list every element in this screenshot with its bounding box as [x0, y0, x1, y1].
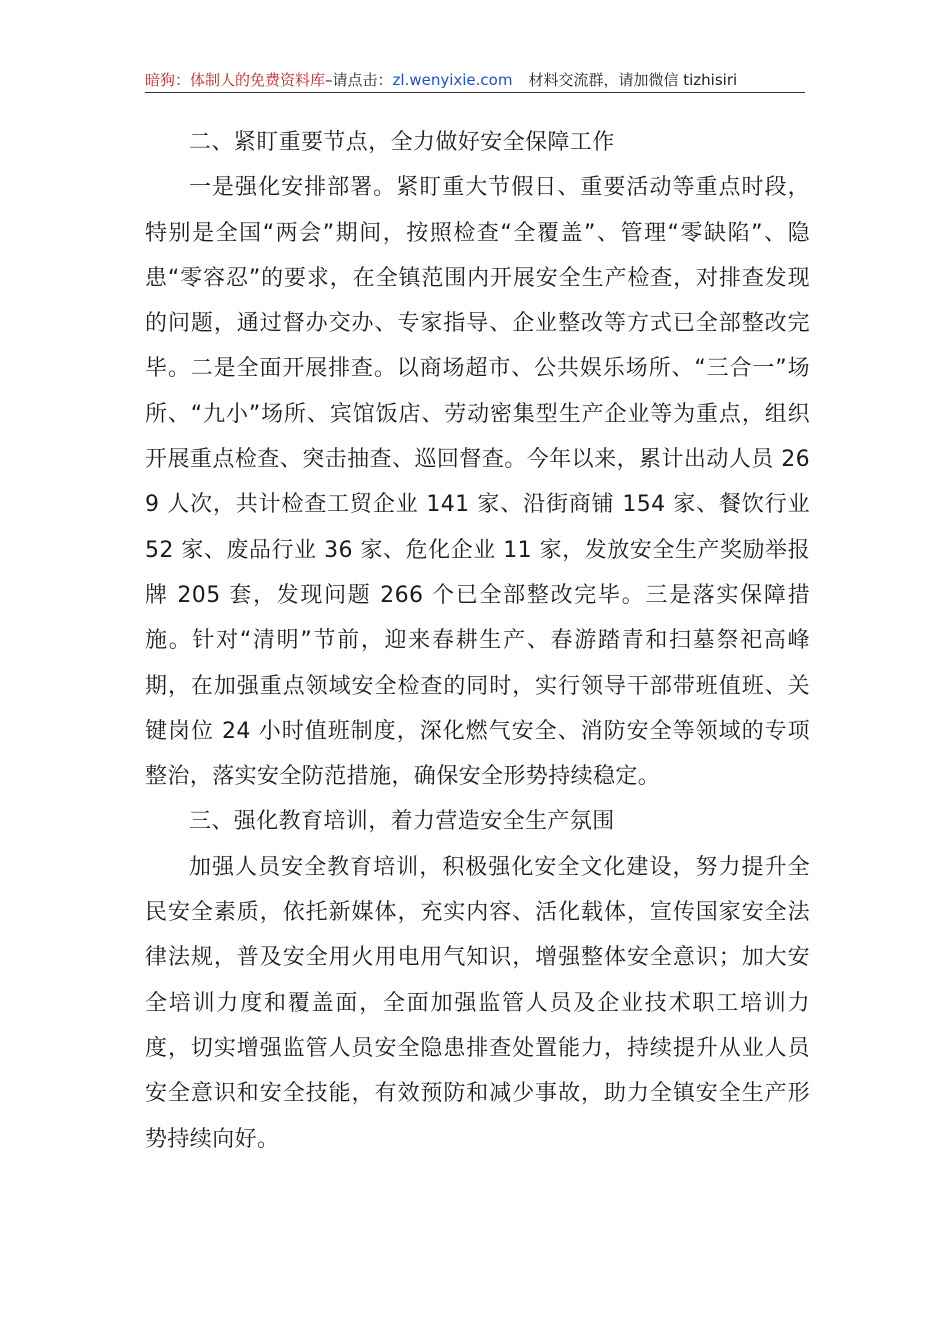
header-group-note: 材料交流群，请加微信 tizhisiri [528, 71, 738, 89]
header-brand: 暗狗：体制人的免费资料库 [145, 71, 326, 89]
section-heading-3: 三、强化教育培训，着力营造安全生产氛围 [189, 809, 615, 835]
document-body [145, 120, 810, 1162]
section-paragraph-3: 加强人员安全教育培训，积极强化安全文化建设，努力提升全民安全素质，依托新媒体，充实内容、活化载体，宣传国家安全法律法规，普及安全用火用电用气知识，增强整体安全意识；加大安全培训力度和覆盖面，全面加强监管人员及企业技术职工培训力度，切实增强监管人员安全隐患排查处置能力，持续提升从业人员安全意识和安全技能，有效预防和减少事故，助力全镇安全生产形势持续向好。 [145, 854, 810, 1152]
section-paragraph-2: 一是强化安排部署。紧盯重大节假日、重要活动等重点时段，特别是全国“两会”期间，按照检查“全覆盖”、管理“零缺陷”、隐患“零容忍”的要求，在全镇范围内开展安全生产检查，对排查发现的问题，通过督办交办、专家指导、企业整改等方式已全部整改完毕。二是全面开展排查。以商场超市、公共娱乐场所、“三合一”场所、“九小”场所、宾馆饭店、劳动密集型生产企业等为重点，组织开展重点检查、突击抽查、巡回督查。今年以来，累计出动人员 269 人次，共计检查工贸企业 141 家、沿街商铺 154 家、餐饮行业 52 家、废品行业 36 家、危化企业 11 家，发放安全生产奖励举报牌 205 套，发现问题 266 个已全部整改完毕。三是落实保障措施。针对“清明”节前，迎来春耕生产、春游踏青和扫墓祭祀高峰期，在加强重点领域安全检查的同时，实行领导干部带班值班、关键岗位 24 小时值班制度，深化燃气安全、消防安全等领域的专项整治，落实安全防范措施，确保安全形势持续稳定。 [145, 175, 810, 790]
section-heading-2: 二、紧盯重要节点，全力做好安全保障工作 [189, 130, 615, 155]
header-link[interactable]: zl.wenyixie.com [392, 71, 513, 89]
header-prompt: –请点击： [325, 71, 393, 89]
page-header [145, 68, 805, 93]
